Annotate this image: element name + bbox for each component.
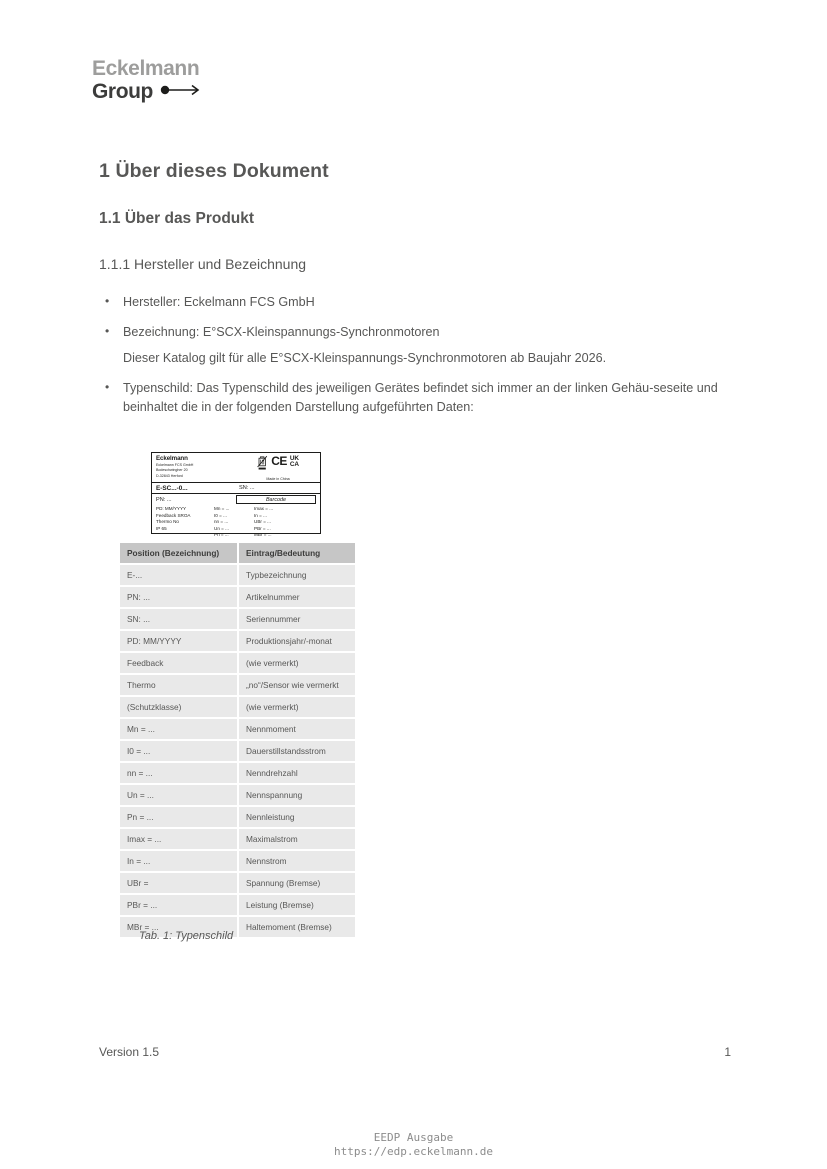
- table-cell-position: PN: ...: [120, 586, 238, 608]
- table-cell-entry: (wie vermerkt): [238, 652, 355, 674]
- table-cell-position: Un = ...: [120, 784, 238, 806]
- table-caption: Tab. 1: Typenschild: [139, 930, 234, 942]
- table-row: [120, 872, 355, 894]
- table-cell-position: I0 = ...: [120, 740, 238, 762]
- table-row: [120, 828, 355, 850]
- nameplate-data-column-2: [214, 506, 254, 539]
- nameplate-field: Feedback SROA: [156, 512, 191, 518]
- table-row: [120, 762, 355, 784]
- watermark-line-1: EEDP Ausgabe: [373, 1131, 454, 1144]
- ukca-line-2: CA: [289, 461, 299, 469]
- nameplate-barcode-area: Barcode: [236, 495, 316, 504]
- table-cell-entry: Nennmoment: [238, 718, 355, 740]
- table-cell-entry: Artikelnummer: [238, 586, 355, 608]
- footer-page-number: 1: [724, 1045, 731, 1059]
- page-title: 1 Über dieses Dokument: [99, 160, 329, 182]
- table-cell-entry: Nenndrehzahl: [238, 762, 355, 784]
- ukca-mark-icon: [290, 455, 299, 468]
- list-item: • Typenschild: Das Typenschild des jeweiligen Gerätes befindet sich immer an der linken Gehäu-seseite und beinhaltet die in der folgenden Darstellung aufgeführten Daten:: [99, 379, 747, 417]
- logo-text-eckelmann: Eckelmann: [92, 57, 200, 80]
- table-cell-entry: „no“/Sensor wie vermerkt: [238, 674, 355, 696]
- table-cell-position: SN: ...: [120, 608, 238, 630]
- sub-paragraph: Dieser Katalog gilt für alle E°SCX-Kleinspannungs-Synchronmotoren ab Baujahr 2026.: [123, 351, 607, 365]
- logo-text-group: Group: [92, 80, 153, 103]
- nameplate-data-column-1: [156, 506, 214, 539]
- nameplate-field: UBr = ...: [254, 519, 271, 525]
- nameplate-field: nn = ...: [214, 519, 229, 525]
- table-cell-position: E-...: [120, 564, 238, 586]
- table-cell-position: MBr = ...: [120, 916, 238, 938]
- nameplate-field: In = ...: [254, 512, 267, 518]
- table-row: [120, 784, 355, 806]
- table-cell-entry: (wie vermerkt): [238, 696, 355, 718]
- table-cell-entry: Seriennummer: [238, 608, 355, 630]
- table-header-entry: Eintrag/Bedeutung: [238, 543, 355, 564]
- list-item: • Hersteller: Eckelmann FCS GmbH: [99, 293, 747, 312]
- arrow-right-icon: [160, 83, 202, 101]
- table-cell-position: Mn = ...: [120, 718, 238, 740]
- table-cell-position: PD: MM/YYYY: [120, 630, 238, 652]
- nameplate-address-line-2: Bodeschwingher 20: [156, 468, 188, 473]
- table-cell-position: (Schutzklasse): [120, 696, 238, 718]
- table-cell-entry: Nennspannung: [238, 784, 355, 806]
- table-row: [120, 608, 355, 630]
- table-cell-position: UBr =: [120, 872, 238, 894]
- company-logo: [92, 58, 312, 102]
- table-row: [120, 586, 355, 608]
- nameplate-figure: [151, 452, 321, 538]
- nameplate-field: I0 = ...: [214, 512, 227, 518]
- ce-mark-icon: CE: [271, 454, 287, 468]
- table-cell-position: Thermo: [120, 674, 238, 696]
- section-heading-1-1: 1.1 Über das Produkt: [99, 210, 255, 227]
- table-cell-position: PBr = ...: [120, 894, 238, 916]
- table-cell-position: Pn = ...: [120, 806, 238, 828]
- nameplate-field: Un = ...: [214, 525, 229, 531]
- nameplate-field: Mn = ...: [214, 506, 230, 511]
- nameplate-brand: Eckelmann: [156, 455, 188, 462]
- nameplate-address-line-1: Eckelmann FCS GmbH: [156, 463, 194, 467]
- table-cell-position: nn = ...: [120, 762, 238, 784]
- table-cell-entry: Typbezeichnung: [238, 564, 355, 586]
- table-cell-position: In = ...: [120, 850, 238, 872]
- nameplate-data-column-3: [254, 506, 294, 539]
- nameplate-field: Imax = ...: [254, 506, 274, 511]
- nameplate-address-line-3: D-32843 Herford: [156, 473, 183, 478]
- nameplate-legend-table: [120, 543, 355, 939]
- nameplate-field: PBr = ...: [254, 525, 271, 531]
- table-cell-position: Imax = ...: [120, 828, 238, 850]
- table-cell-entry: Haltemoment (Bremse): [238, 916, 355, 938]
- table-header-row: [120, 543, 355, 564]
- table-cell-entry: Produktionsjahr/-monat: [238, 630, 355, 652]
- table-cell-entry: Dauerstillstandsstrom: [238, 740, 355, 762]
- footer-watermark: [0, 1131, 827, 1159]
- table-cell-entry: Spannung (Bremse): [238, 872, 355, 894]
- ukca-line-1: UK: [289, 455, 299, 462]
- table-row: [120, 740, 355, 762]
- footer-version: Version 1.5: [99, 1045, 160, 1059]
- nameplate-type-designation: E-SC...-0...: [156, 484, 188, 492]
- table-row: [120, 894, 355, 916]
- table-row: [120, 652, 355, 674]
- nameplate-field: Thermo No: [156, 519, 179, 525]
- table-cell-entry: Leistung (Bremse): [238, 894, 355, 916]
- table-cell-position: Feedback: [120, 652, 238, 674]
- table-row: [120, 806, 355, 828]
- nameplate-part-number: PN: ...: [156, 496, 172, 503]
- table-row: [120, 564, 355, 586]
- table-cell-entry: Maximalstrom: [238, 828, 355, 850]
- table-row: [120, 850, 355, 872]
- table-header-position: Position (Bezeichnung): [120, 543, 238, 564]
- nameplate-field: MBr = ...: [254, 532, 272, 538]
- nameplate-field: IP 65: [156, 525, 167, 531]
- table-row: [120, 630, 355, 652]
- nameplate-made-in: Made in China: [266, 477, 290, 481]
- nameplate-field: Pn = ...: [214, 532, 229, 538]
- nameplate-serial-number: SN: ...: [239, 485, 255, 491]
- table-cell-entry: Nennleistung: [238, 806, 355, 828]
- bullet-list: [99, 293, 747, 428]
- table-row: [120, 696, 355, 718]
- table-row: [120, 674, 355, 696]
- crossed-out-wheelie-bin-icon: [257, 455, 268, 476]
- section-heading-1-1-1: 1.1.1 Hersteller und Bezeichnung: [99, 256, 307, 272]
- table-row: [120, 718, 355, 740]
- list-item: • Bezeichnung: E°SCX-Kleinspannungs-Synchronmotoren: [99, 323, 747, 342]
- nameplate-field: PD: MM/YYYY: [156, 506, 187, 511]
- table-cell-entry: Nennstrom: [238, 850, 355, 872]
- watermark-line-2: https://edp.eckelmann.de: [334, 1145, 493, 1158]
